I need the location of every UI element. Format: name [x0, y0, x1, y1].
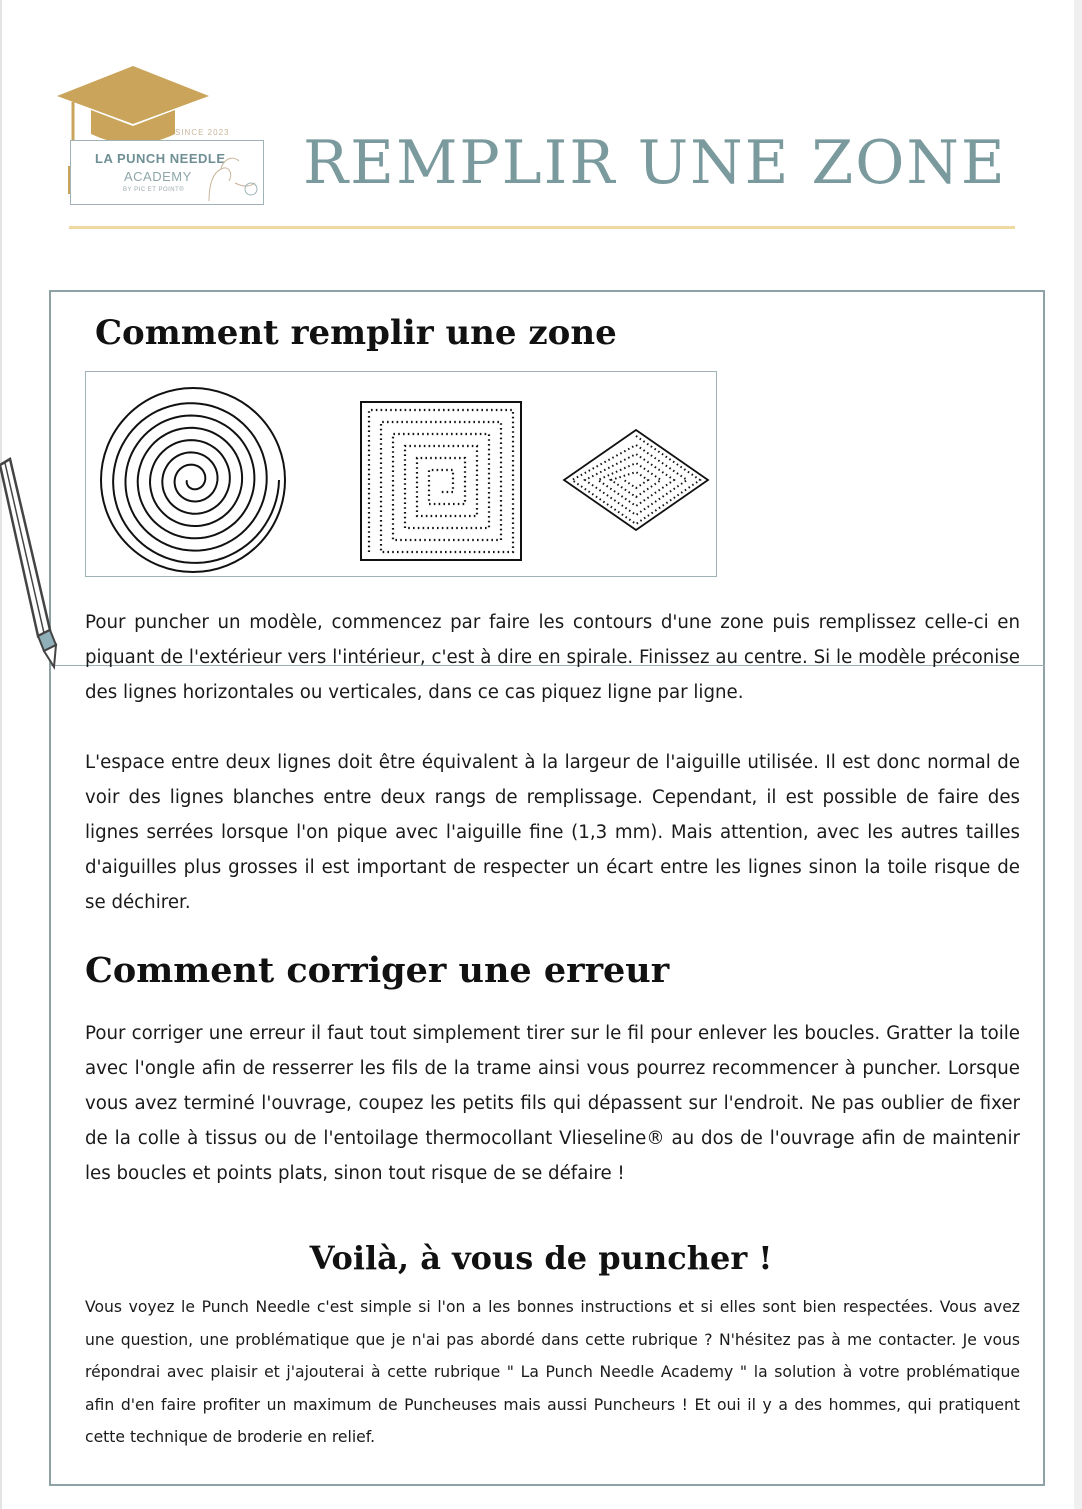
spiral-square-icon [361, 402, 521, 560]
correct-paragraph: Pour corriger une erreur il faut tout simplement tirer sur le fil pour enlever les boucles. Gratter la toile avec l'ongle afin de resserrer les fils de la trame ainsi vous pourrez recommencer à puncher. Lorsque vous avez terminé l'ouvrage, coupez les petits fils qui dépassent sur l'endroit. Ne pas oublier de fixer de la colle à tissus ou de l'entoilage thermocollant Vlieseline® au dos de l'ouvrage afin de maintenir les boucles et points plats, sinon tout risque de se défaire ! [85, 1023, 1020, 1184]
logo-tagline: BY PIC ET POINT® [123, 187, 185, 193]
header-divider [69, 226, 1015, 229]
section-heading-fill: Comment remplir une zone [95, 313, 617, 353]
voila-paragraph: Vous voyez le Punch Needle c'est simple si l'on a les bonnes instructions et si elles sont bien respectées. Vous avez une question, une problématique que je n'ai pas abordé dans cette rubrique ? N'hésitez pas à me contacter. Je vous répondrai avec plaisir et j'ajouterai à cette rubrique " La Punch Needle Academy " la solution à votre problématique afin d'en faire profiter un maximum de Puncheuses mais aussi Puncheurs ! Et oui il y a des hommes, qui pratiquent cette technique de broderie en relief. [85, 1298, 1020, 1447]
section-heading-correct: Comment corriger une erreur [85, 950, 670, 991]
logo-subtitle: ACADEMY [124, 169, 192, 184]
page-edge [1074, 0, 1082, 1509]
fill-paragraph-2: L'espace entre deux lignes doit être équivalent à la largeur de l'aiguille utilisée. Il est donc normal de voir des lignes blanches entre deux rangs de remplissage. Cependant, il est possible de faire des lignes serrées lorsque l'on pique avec l'aiguille fine (1,3 mm). Mais attention, avec les autres tailles d'aiguilles plus grosses il est important de respecter un écart entre les lignes sinon la toile risque de se déchirer. [85, 752, 1020, 913]
hand-sketch-icon [199, 143, 259, 203]
spiral-circle-icon [101, 388, 285, 572]
page-title: REMPLIR UNE ZONE [303, 128, 1007, 198]
voila-heading-text: Voilà, à vous de puncher ! [309, 1239, 773, 1277]
section-heading-voila [0, 1238, 1082, 1278]
logo-name: LA PUNCH NEEDLE [95, 151, 226, 166]
pencil-icon [0, 455, 70, 675]
diagram-canvas [86, 372, 718, 578]
fill-pattern-diagrams [85, 371, 717, 577]
spiral-diamond-icon [564, 430, 708, 530]
page-edge [0, 0, 2, 1509]
fill-paragraph-1: Pour puncher un modèle, commencez par faire les contours d'une zone puis remplissez celle-ci en piquant de l'extérieur vers l'intérieur, c'est à dire en spirale. Finissez au centre. Si le modèle préconise des lignes horizontales ou verticales, dans ce cas piquez ligne par ligne. [85, 612, 1020, 703]
logo-since: SINCE 2023 [175, 128, 230, 137]
academy-logo [55, 62, 267, 208]
logo-badge [70, 140, 264, 205]
